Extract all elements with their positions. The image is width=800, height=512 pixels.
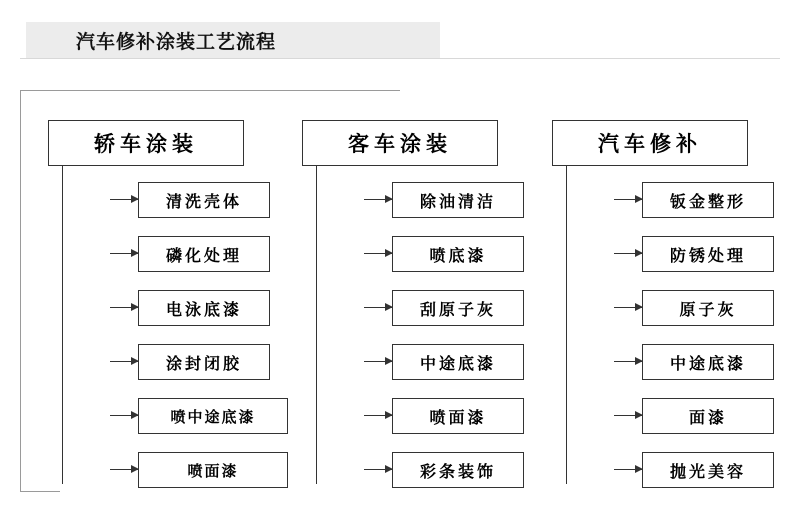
flow-step-label: 刮原子灰 [392, 290, 524, 326]
flow-column-0-header: 轿车涂装 [48, 120, 244, 166]
flow-step-label: 原子灰 [642, 290, 774, 326]
flow-column-0 [48, 120, 256, 480]
flow-step-label: 中途底漆 [392, 344, 524, 380]
arrow-icon [364, 361, 392, 362]
flow-column-1 [302, 120, 498, 481]
frame-top-gap [400, 89, 780, 92]
arrow-icon [110, 415, 138, 416]
arrow-icon [110, 361, 138, 362]
arrow-icon [110, 253, 138, 254]
flow-step-label: 中途底漆 [642, 344, 774, 380]
flow-step-label: 防锈处理 [642, 236, 774, 272]
arrow-icon [614, 253, 642, 254]
flow-step-label: 面漆 [642, 398, 774, 434]
flow-column-0-trunk [62, 166, 63, 484]
arrow-icon [614, 361, 642, 362]
arrow-icon [110, 307, 138, 308]
arrow-icon [614, 469, 642, 470]
flow-step-label: 喷面漆 [392, 398, 524, 434]
arrow-icon [364, 253, 392, 254]
arrow-icon [364, 199, 392, 200]
flow-step-label: 抛光美容 [642, 452, 774, 488]
flow-column-2-trunk [566, 166, 567, 484]
title-accent-bar [20, 22, 26, 58]
page-title: 汽车修补涂装工艺流程 [76, 30, 277, 53]
flow-step-label: 磷化处理 [138, 236, 270, 272]
page-title-bar [20, 22, 440, 58]
title-underline [20, 58, 780, 59]
flow-step-label: 喷底漆 [392, 236, 524, 272]
flow-column-1-header: 客车涂装 [302, 120, 498, 166]
frame-bottom-gap [60, 490, 780, 493]
flow-step-label: 清洗壳体 [138, 182, 270, 218]
arrow-icon [364, 307, 392, 308]
arrow-icon [110, 469, 138, 470]
arrow-icon [614, 415, 642, 416]
arrow-icon [614, 307, 642, 308]
arrow-icon [614, 199, 642, 200]
flow-column-1-trunk [316, 166, 317, 484]
flow-column-2-header: 汽车修补 [552, 120, 748, 166]
flow-step-label: 除油清洁 [392, 182, 524, 218]
arrow-icon [110, 199, 138, 200]
arrow-icon [364, 469, 392, 470]
flow-step-label: 涂封闭胶 [138, 344, 270, 380]
flow-column-2 [552, 120, 748, 481]
flow-step-label: 钣金整形 [642, 182, 774, 218]
flow-step-label: 电泳底漆 [138, 290, 270, 326]
flow-step-label: 喷面漆 [138, 452, 288, 488]
arrow-icon [364, 415, 392, 416]
flow-step-label: 喷中途底漆 [138, 398, 288, 434]
flow-step-label: 彩条装饰 [392, 452, 524, 488]
